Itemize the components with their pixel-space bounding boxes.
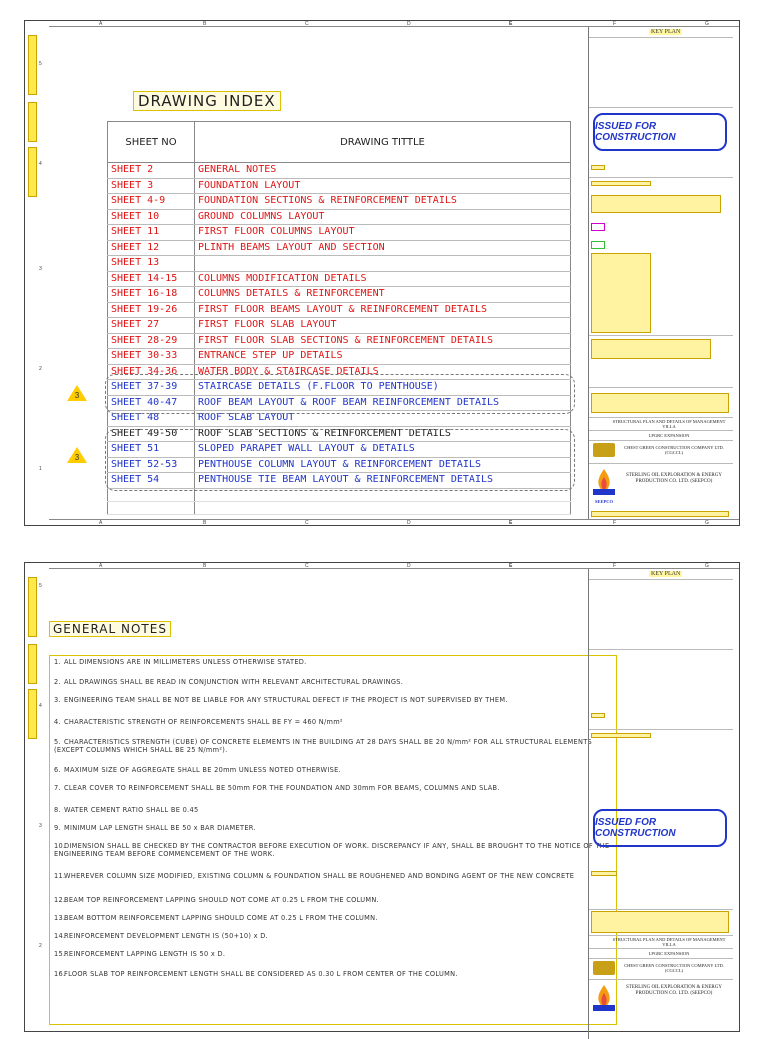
note-number: 9.	[54, 824, 61, 832]
grid-letter: A	[99, 563, 103, 569]
general-note	[54, 824, 612, 832]
sheet-number-cell: SHEET 11	[108, 225, 195, 241]
key-plan-label: KEY PLAN	[651, 29, 681, 35]
note-text: WATER CEMENT RATIO SHALL BE 0.45	[64, 806, 199, 814]
general-note	[54, 896, 612, 904]
grid-number: 3	[39, 823, 42, 829]
revision-tag	[591, 713, 605, 718]
note-text: ALL DRAWINGS SHALL BE READ IN CONJUNCTION WITH RELEVANT ARCHITECTURAL DRAWINGS.	[64, 678, 404, 686]
side-label	[28, 35, 37, 95]
drawing-title-text: STRUCTURAL PLAN AND DETAILS OF MANAGEMENT VILLA	[612, 937, 726, 947]
drawing-title-cell: GROUND COLUMNS LAYOUT	[195, 209, 571, 225]
note-text: BEAM TOP REINFORCEMENT LAPPING SHOULD NOT COME AT 0.25 L FROM THE COLUMN.	[64, 896, 380, 904]
grid-number: 5	[39, 583, 42, 589]
sheet-number-cell: SHEET 54	[108, 473, 195, 489]
revision-number: 3	[74, 453, 80, 462]
revision-tag	[591, 165, 605, 170]
note-text: REINFORCEMENT LAPPING LENGTH IS 50 x D.	[64, 950, 226, 958]
sheet-number-cell: SHEET 52-53	[108, 457, 195, 473]
sheet-number-strip	[591, 511, 729, 517]
divider	[589, 387, 733, 388]
general-note	[54, 784, 612, 792]
divider	[589, 979, 733, 980]
grid-number: 4	[39, 703, 42, 709]
note-number: 7.	[54, 784, 61, 792]
client-short-name: SEEPCO	[594, 499, 613, 504]
note-number: 15.	[54, 950, 66, 958]
grid-number: 2	[39, 943, 42, 949]
grid-letter: D	[407, 563, 411, 569]
note-number: 2.	[54, 678, 61, 686]
revision-table	[591, 911, 729, 933]
legend-tag	[591, 181, 651, 186]
grid-letter: E	[509, 520, 513, 526]
drawing-title-cell: STAIRCASE DETAILS (F.FLOOR TO PENTHOUSE)	[195, 380, 571, 396]
sheet-number-cell: SHEET 3	[108, 178, 195, 194]
note-text: ENGINEERING TEAM SHALL BE NOT BE LIABLE FOR ANY STRUCTURAL DEFECT IF THE PROJECT IS NOT SUPERVISED BY THEM.	[64, 696, 508, 704]
sheet-number-cell: SHEET 28-29	[108, 333, 195, 349]
grid-letter: C	[305, 563, 309, 569]
divider	[589, 579, 733, 580]
grid-letter: G	[705, 21, 709, 27]
project-name: LPGRC EXPANSION	[648, 433, 690, 438]
note-number: 13.	[54, 914, 66, 922]
general-note	[54, 658, 612, 666]
key-plan-label: KEY PLAN	[651, 571, 681, 577]
general-note	[54, 842, 612, 858]
note-number: 8.	[54, 806, 61, 814]
index-row	[108, 209, 571, 225]
sheet-number-cell: SHEET 34-36	[108, 364, 195, 380]
sheet-number-cell: SHEET 40-47	[108, 395, 195, 411]
drawing-title-cell: FIRST FLOOR SLAB SECTIONS & REINFORCEMENT DETAILS	[195, 333, 571, 349]
grid-letter: B	[203, 563, 207, 569]
frame-bottom-ruler	[49, 519, 739, 525]
contractor-logo	[593, 961, 615, 975]
client-name: STERLING OIL EXPLORATION & ENERGY PRODUCTION CO. LTD. (SEEPCO)	[626, 985, 722, 996]
divider	[589, 909, 733, 910]
grid-letter: E	[509, 563, 513, 569]
drawing-title-cell: PENTHOUSE COLUMN LAYOUT & REINFORCEMENT DETAILS	[195, 457, 571, 473]
grid-letter: C	[305, 520, 309, 526]
grid-letter: G	[705, 563, 709, 569]
index-row	[108, 256, 571, 272]
sheet-number-cell: SHEET 10	[108, 209, 195, 225]
grid-number: 5	[39, 61, 42, 67]
column-header-drawing-title: DRAWING TITTLE	[195, 122, 571, 163]
note-number: 3.	[54, 696, 61, 704]
divider	[589, 430, 733, 431]
divider	[589, 417, 733, 418]
divider	[589, 107, 733, 108]
grid-letter: F	[613, 563, 617, 569]
note-text: CHARACTERISTIC STRENGTH OF REINFORCEMENTS SHALL BE FY = 460 N/mm²	[64, 718, 343, 726]
note-text: REINFORCEMENT DEVELOPMENT LENGTH IS (50+10) x D.	[64, 932, 269, 940]
drawing-title-cell: FIRST FLOOR SLAB LAYOUT	[195, 318, 571, 334]
drawing-title-cell: FIRST FLOOR COLUMNS LAYOUT	[195, 225, 571, 241]
grid-letter: A	[99, 21, 103, 27]
drawing-title-cell: SLOPED PARAPET WALL LAYOUT & DETAILS	[195, 442, 571, 458]
divider	[589, 335, 733, 336]
drawing-title-cell: FIRST FLOOR BEAMS LAYOUT & REINFORCEMENT DETAILS	[195, 302, 571, 318]
contractor-logo	[593, 443, 615, 457]
sheet-number-cell: SHEET 19-26	[108, 302, 195, 318]
note-number: 12.	[54, 896, 66, 904]
drawing-title-cell: WATER BODY & STAIRCASE DETAILS	[195, 364, 571, 380]
general-note	[54, 738, 612, 754]
drawing-sheet-index	[24, 20, 740, 526]
index-row	[108, 349, 571, 365]
note-text: MINIMUM LAP LENGTH SHALL BE 50 x BAR DIAMETER.	[64, 824, 256, 832]
note-number: 4.	[54, 718, 61, 726]
general-note	[54, 932, 612, 940]
drawing-sheet-general-notes	[24, 562, 740, 1032]
sheet-side-strip	[25, 27, 41, 519]
revision-table	[591, 393, 729, 413]
empty-cell	[195, 501, 571, 514]
grid-number: 4	[39, 161, 42, 167]
sheet-number-cell: SHEET 37-39	[108, 380, 195, 396]
general-notes-title: GENERAL NOTES	[49, 621, 171, 637]
empty-cell	[108, 501, 195, 514]
general-note	[54, 696, 612, 704]
grid-letter: B	[203, 21, 207, 27]
drawing-title-cell: COLUMNS MODIFICATION DETAILS	[195, 271, 571, 287]
note-text: ALL DIMENSIONS ARE IN MILLIMETERS UNLESS OTHERWISE STATED.	[64, 658, 307, 666]
index-row	[108, 240, 571, 256]
grid-number: 3	[39, 266, 42, 272]
index-row	[108, 333, 571, 349]
revision-cloud	[105, 429, 575, 491]
general-note	[54, 872, 612, 880]
title-block	[588, 27, 733, 519]
divider	[589, 958, 733, 959]
note-text: WHEREVER COLUMN SIZE MODIFIED, EXISTING COLUMN & FOUNDATION SHALL BE ROUGHENED AND BONDING AGENT OF THE NEW CONCRETE	[64, 872, 575, 880]
legend-swatch	[591, 223, 605, 231]
grid-number: 1	[39, 466, 42, 472]
general-note	[54, 806, 612, 814]
sheet-number-cell: SHEET 16-18	[108, 287, 195, 303]
index-row	[108, 287, 571, 303]
contractor-name: CHEST GREEN CONSTRUCTION COMPANY LTD. (CGCCL)	[624, 963, 724, 973]
sheet-number-cell: SHEET 12	[108, 240, 195, 256]
legend-tag	[591, 733, 651, 738]
note-number: 6.	[54, 766, 61, 774]
note-text: MAXIMUM SIZE OF AGGREGATE SHALL BE 20mm UNLESS NOTED OTHERWISE.	[64, 766, 341, 774]
general-note	[54, 678, 612, 686]
sheet-number-cell: SHEET 2	[108, 163, 195, 179]
seepco-logo-icon	[593, 983, 615, 1011]
general-note	[54, 970, 612, 978]
sheet-number-cell: SHEET 30-33	[108, 349, 195, 365]
general-notes-box	[49, 655, 617, 1025]
note-text: DIMENSION SHALL BE CHECKED BY THE CONTRACTOR BEFORE EXECUTION OF WORK. DISCREPANCY IF ANY, SHALL BE BROUGHT TO THE NOTICE OF THE ENGINEERING TEAM BEFORE COMMENCEMENT OF THE WORK.	[54, 842, 610, 858]
general-note	[54, 950, 612, 958]
revision-number: 3	[74, 391, 80, 400]
revision-tag	[591, 871, 617, 876]
drawing-title-cell: COLUMNS DETAILS & REINFORCEMENT	[195, 287, 571, 303]
drawing-title-cell: ROOF SLAB SECTIONS & REINFORCEMENT DETAILS	[195, 426, 571, 442]
divider	[589, 935, 733, 936]
drawing-title-cell: ENTRANCE STEP UP DETAILS	[195, 349, 571, 365]
sheet-number-cell: SHEET 27	[108, 318, 195, 334]
issued-for-construction-stamp: ISSUED FOR CONSTRUCTION	[593, 809, 727, 847]
title-block	[588, 569, 733, 1039]
grid-letter: G	[705, 520, 709, 526]
grid-letter: F	[613, 21, 617, 27]
sheet-number-cell: SHEET 13	[108, 256, 195, 272]
divider	[589, 948, 733, 949]
grid-number: 2	[39, 366, 42, 372]
sheet-number-cell: SHEET 51	[108, 442, 195, 458]
drawing-index-title: DRAWING INDEX	[133, 91, 281, 111]
note-number: 11.	[54, 872, 66, 880]
index-row	[108, 163, 571, 179]
sheet-number-cell: SHEET 48	[108, 411, 195, 427]
divider	[589, 649, 733, 650]
divider	[589, 729, 733, 730]
sheet-side-strip	[25, 569, 41, 1025]
note-number: 14.	[54, 932, 66, 940]
issued-for-construction-stamp: ISSUED FOR CONSTRUCTION	[593, 113, 727, 151]
project-name: LPGRC EXPANSION	[648, 951, 690, 956]
side-label	[28, 102, 37, 142]
sheet-number-cell: SHEET 49-50	[108, 426, 195, 442]
note-number: 1.	[54, 658, 61, 666]
divider	[589, 440, 733, 441]
general-note	[54, 766, 612, 774]
drawing-title-cell	[195, 256, 571, 272]
client-name: STERLING OIL EXPLORATION & ENERGY PRODUCTION CO. LTD. (SEEPCO)	[626, 473, 722, 484]
drawing-title-cell: PLINTH BEAMS LAYOUT AND SECTION	[195, 240, 571, 256]
grid-letter: E	[509, 21, 513, 27]
notes-block	[591, 339, 711, 359]
note-text: FLOOR SLAB TOP REINFORCEMENT LENGTH SHALL BE CONSIDERED AS 0.30 L FROM CENTER OF THE COLUMN.	[64, 970, 458, 978]
legend-swatch	[591, 241, 605, 249]
general-note	[54, 718, 612, 726]
index-row	[108, 225, 571, 241]
revision-cloud	[105, 374, 575, 414]
note-text: BEAM BOTTOM REINFORCEMENT LAPPING SHOULD COME AT 0.25 L FROM THE COLUMN.	[64, 914, 378, 922]
index-row	[108, 318, 571, 334]
drawing-title-cell: ROOF BEAM LAYOUT & ROOF BEAM REINFORCEMENT DETAILS	[195, 395, 571, 411]
drawing-title-cell: FOUNDATION LAYOUT	[195, 178, 571, 194]
grid-letter: D	[407, 520, 411, 526]
notes-block	[591, 253, 651, 333]
note-text: CLEAR COVER TO REINFORCEMENT SHALL BE 50mm FOR THE FOUNDATION AND 30mm FOR BEAMS, COLUMNS AND SLAB.	[64, 784, 500, 792]
drawing-title-text: STRUCTURAL PLAN AND DETAILS OF MANAGEMENT VILLA	[612, 419, 726, 429]
note-text: CHARACTERISTICS STRENGTH (CUBE) OF CONCRETE ELEMENTS IN THE BUILDING AT 28 DAYS SHALL BE 20 N/mm² FOR ALL STRUCTURAL ELEMENTS (EXCEPT COLUMNS WHICH SHALL BE 25 N/mm²).	[54, 738, 593, 754]
note-number: 5.	[54, 738, 61, 746]
grid-letter: C	[305, 21, 309, 27]
contractor-name: CHEST GREEN CONSTRUCTION COMPANY LTD. (CGCCL)	[624, 445, 724, 455]
side-label	[28, 689, 37, 739]
empty-row	[108, 501, 571, 514]
grid-letter: A	[99, 520, 103, 526]
note-number: 10.	[54, 842, 66, 850]
grid-letter: F	[613, 520, 617, 526]
column-header-sheet-no: SHEET NO	[108, 122, 195, 163]
drawing-title-cell: FOUNDATION SECTIONS & REINFORCEMENT DETAILS	[195, 194, 571, 210]
index-row	[108, 178, 571, 194]
grid-letter: D	[407, 21, 411, 27]
side-label	[28, 147, 37, 197]
general-note	[54, 914, 612, 922]
drawing-title-cell: GENERAL NOTES	[195, 163, 571, 179]
drawing-title-cell: PENTHOUSE TIE BEAM LAYOUT & REINFORCEMENT DETAILS	[195, 473, 571, 489]
divider	[589, 177, 733, 178]
divider	[589, 463, 733, 464]
index-row	[108, 194, 571, 210]
side-label	[28, 577, 37, 637]
drawing-title-cell: ROOF SLAB LAYOUT	[195, 411, 571, 427]
index-row	[108, 271, 571, 287]
sheet-number-cell: SHEET 4-9	[108, 194, 195, 210]
divider	[589, 37, 733, 38]
note-number: 16.	[54, 970, 66, 978]
index-row	[108, 302, 571, 318]
sheet-number-cell: SHEET 14-15	[108, 271, 195, 287]
legend-block	[591, 195, 721, 213]
grid-letter: B	[203, 520, 207, 526]
seepco-logo-icon	[593, 467, 615, 495]
side-label	[28, 644, 37, 684]
